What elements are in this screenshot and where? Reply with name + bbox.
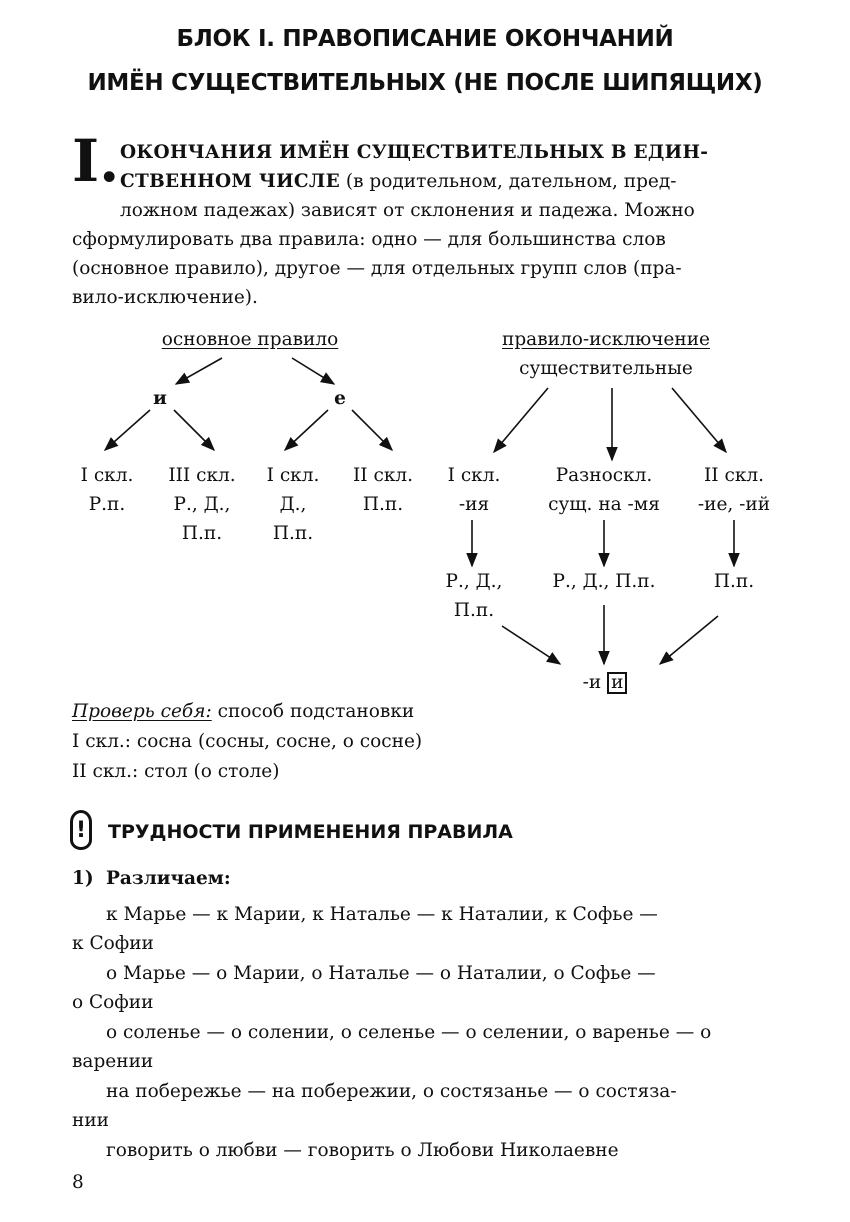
main-leaf-4-line-2: П.п. xyxy=(362,494,404,515)
main-rule-label: основное правило xyxy=(161,329,339,350)
example-line-9: говорить о любви — говорить о Любови Николаевне xyxy=(106,1140,619,1161)
main-leaf-1-line-1: I скл. xyxy=(80,465,134,486)
main-leaf-1-line-2: Р.п. xyxy=(88,494,126,515)
exc-case-1-line-2: П.п. xyxy=(453,600,495,621)
arrow-ia-result xyxy=(502,626,560,664)
example-line-7: на побережье — на побережии, о состязанье — о состяза- xyxy=(106,1081,677,1102)
main-leaf-1 xyxy=(72,461,142,519)
exc-group-3-line-2: -ие, -ий xyxy=(697,494,771,515)
exc-group-1-line-2: -ия xyxy=(458,494,490,515)
intro-line-5: (основное правило), другое — для отдельных групп слов (пра- xyxy=(72,258,682,279)
intro-line-2-rest: (в родительном, дательном, пред- xyxy=(339,171,677,192)
example-line-3: о Марье — о Марии, о Наталье — о Наталии, о Софье — xyxy=(106,963,656,984)
main-leaf-2-line-2: Р., Д., xyxy=(173,494,231,515)
main-leaf-3-line-3: П.п. xyxy=(272,523,314,544)
section-numeral: I. xyxy=(72,127,120,195)
result-ending xyxy=(560,668,650,697)
example-line-8: нии xyxy=(72,1110,109,1131)
branch-i-label: и xyxy=(153,388,167,409)
exc-group-2-line-1: Разноскл. xyxy=(555,465,653,486)
main-leaf-4-line-1: II скл. xyxy=(352,465,414,486)
arrow-nouns-to-ie xyxy=(672,388,726,452)
page-title-line-1: БЛОК I. ПРАВОПИСАНИЕ ОКОНЧАНИЙ xyxy=(176,26,674,52)
main-leaf-2-line-1: III скл. xyxy=(168,465,236,486)
item-1-title: Различаем: xyxy=(106,868,231,889)
difficulties-title: ТРУДНОСТИ ПРИМЕНЕНИЯ ПРАВИЛА xyxy=(108,821,513,843)
check-label: Проверь себя: xyxy=(72,701,212,722)
main-leaf-3 xyxy=(258,461,328,548)
check-line-1 xyxy=(72,697,414,726)
intro-line-6: вило-исключение). xyxy=(72,287,258,308)
exclamation-glyph: ! xyxy=(75,818,87,843)
main-leaf-3-line-1: I скл. xyxy=(266,465,320,486)
exc-case-3 xyxy=(686,567,782,596)
arrow-i-to-left xyxy=(105,410,150,450)
exc-group-2-line-2: сущ. на -мя xyxy=(548,494,660,515)
exc-group-1 xyxy=(432,461,516,519)
exc-group-3-line-1: II скл. xyxy=(703,465,765,486)
arrow-main-to-e xyxy=(292,358,334,384)
intro-line-4: сформулировать два правила: одно — для большинства слов xyxy=(72,229,666,250)
intro-caps-line-2: СТВЕННОМ ЧИСЛЕ xyxy=(120,171,340,192)
arrow-i-to-right xyxy=(174,410,214,450)
exc-case-2 xyxy=(534,567,674,596)
branch-e-label: е xyxy=(334,388,346,409)
check-text: способ подстановки xyxy=(211,701,415,722)
result-ending-text: -и xyxy=(582,672,602,693)
example-line-5: о соленье — о солении, о селенье — о селении, о варенье — о xyxy=(106,1022,712,1043)
exc-case-1 xyxy=(432,567,516,625)
arrow-nouns-to-ia xyxy=(494,388,548,452)
exc-group-2 xyxy=(534,461,674,519)
item-1-number: 1) xyxy=(72,868,94,889)
intro-line-3: ложном падежах) зависят от склонения и падежа. Можно xyxy=(120,200,695,221)
exc-case-2-line-1: Р., Д., П.п. xyxy=(552,571,656,592)
main-leaf-2 xyxy=(158,461,246,548)
exc-case-1-line-1: Р., Д., xyxy=(445,571,503,592)
arrow-main-to-i xyxy=(176,358,222,384)
example-line-1: к Марье — к Марии, к Наталье — к Наталии, к Софье — xyxy=(106,904,658,925)
arrow-e-to-right xyxy=(352,410,392,450)
exclamation-icon xyxy=(70,810,92,850)
main-leaf-4 xyxy=(344,461,422,519)
exception-rule-label: правило-исключение xyxy=(502,329,710,350)
exc-group-1-line-1: I скл. xyxy=(447,465,501,486)
page-number: 8 xyxy=(72,1172,84,1193)
exc-case-3-line-1: П.п. xyxy=(713,571,755,592)
page-title-line-2: ИМЁН СУЩЕСТВИТЕЛЬНЫХ (НЕ ПОСЛЕ ШИПЯЩИХ) xyxy=(87,70,763,96)
check-line-3: II скл.: стол (о столе) xyxy=(72,761,280,782)
main-leaf-3-line-2: Д., xyxy=(279,494,307,515)
check-line-2: I скл.: сосна (сосны, сосне, о сосне) xyxy=(72,731,423,752)
arrow-e-to-left xyxy=(285,410,328,450)
example-line-2: к Софии xyxy=(72,933,154,954)
main-leaf-2-line-3: П.п. xyxy=(181,523,223,544)
result-ending-box: и xyxy=(607,672,627,694)
exc-group-3 xyxy=(686,461,782,519)
example-line-6: варении xyxy=(72,1051,154,1072)
example-line-4: о Софии xyxy=(72,992,154,1013)
nouns-label: существительные xyxy=(519,358,693,379)
arrow-ie-result xyxy=(660,616,718,664)
intro-caps-line: ОКОНЧАНИЯ ИМЁН СУЩЕСТВИТЕЛЬНЫХ В ЕДИН- xyxy=(120,142,709,163)
